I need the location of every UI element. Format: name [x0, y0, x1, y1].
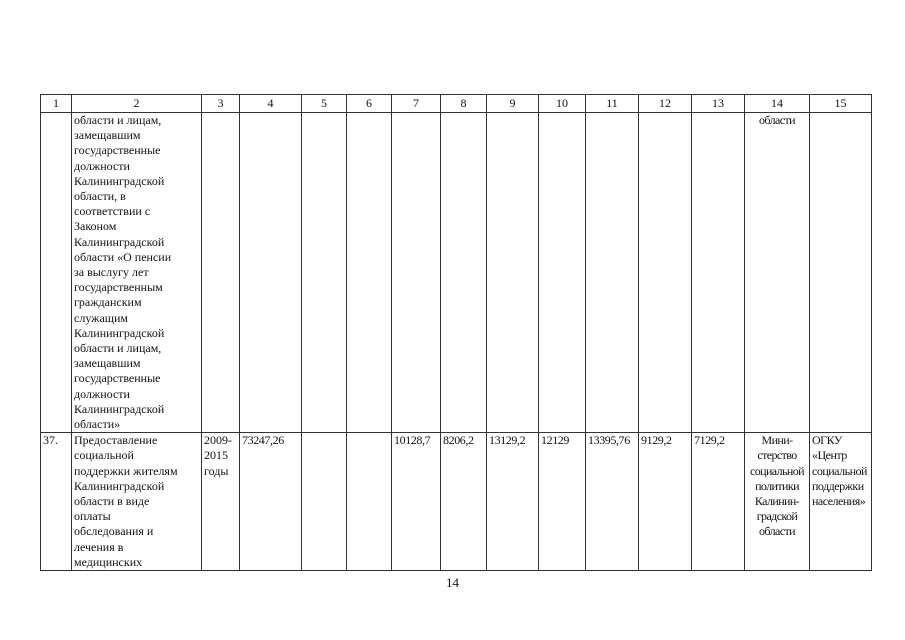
table-cell	[202, 113, 240, 433]
table-cell	[810, 113, 872, 433]
amount-cell: 12129	[539, 433, 586, 571]
amount-cell: 13129,2	[487, 433, 539, 571]
header-cell: 12	[639, 95, 692, 113]
program-table	[40, 94, 872, 571]
period-cell: 2009- 2015 годы	[202, 433, 240, 571]
amount-cell: 9129,2	[639, 433, 692, 571]
responsible-cell: Мини- стерство социальной политики Калинин- градской области	[745, 433, 810, 571]
header-cell: 7	[392, 95, 441, 113]
table-cell	[539, 113, 586, 433]
header-cell: 5	[302, 95, 347, 113]
header-cell: 3	[202, 95, 240, 113]
table-cell	[41, 113, 72, 433]
table-cell	[692, 113, 745, 433]
header-cell: 6	[347, 95, 392, 113]
header-cell: 15	[810, 95, 872, 113]
amount-cell: 8206,2	[441, 433, 487, 571]
header-cell: 8	[441, 95, 487, 113]
table-row	[41, 433, 872, 571]
header-cell: 14	[745, 95, 810, 113]
item-description-cell: области и лицам, замещавшим государственные должности Калининградской области, в соответствии с Законом Калининградской области «О пенсии за выслугу лет государственным гражданским служащим Калининградской области и лицам, замещавшим государственные должности Калининградской области»	[72, 113, 202, 433]
page-number: 14	[446, 575, 459, 590]
header-cell: 4	[240, 95, 302, 113]
table-cell	[441, 113, 487, 433]
total-amount-cell: 73247,26	[240, 433, 302, 571]
responsible-cell: области	[745, 113, 810, 433]
header-cell: 2	[72, 95, 202, 113]
header-cell: 1	[41, 95, 72, 113]
amount-cell: 10128,7	[392, 433, 441, 571]
header-cell: 13	[692, 95, 745, 113]
header-cell: 10	[539, 95, 586, 113]
amount-cell: 7129,2	[692, 433, 745, 571]
executor-cell: ОГКУ «Центр социальной поддержки населения»	[810, 433, 872, 571]
table-cell	[392, 113, 441, 433]
table-cell	[302, 433, 347, 571]
table-cell	[240, 113, 302, 433]
table-cell	[347, 113, 392, 433]
header-row	[41, 95, 872, 113]
table-cell	[347, 433, 392, 571]
table-cell	[586, 113, 639, 433]
item-description-cell: Предоставление социальной поддержки жителям Калининградской области в виде оплаты обследования и лечения в медицинских	[72, 433, 202, 571]
item-number-cell: 37.	[41, 433, 72, 571]
table-cell	[487, 113, 539, 433]
header-cell: 11	[586, 95, 639, 113]
amount-cell: 13395,76	[586, 433, 639, 571]
table-cell	[302, 113, 347, 433]
table-cell	[639, 113, 692, 433]
table-row	[41, 113, 872, 433]
header-cell: 9	[487, 95, 539, 113]
